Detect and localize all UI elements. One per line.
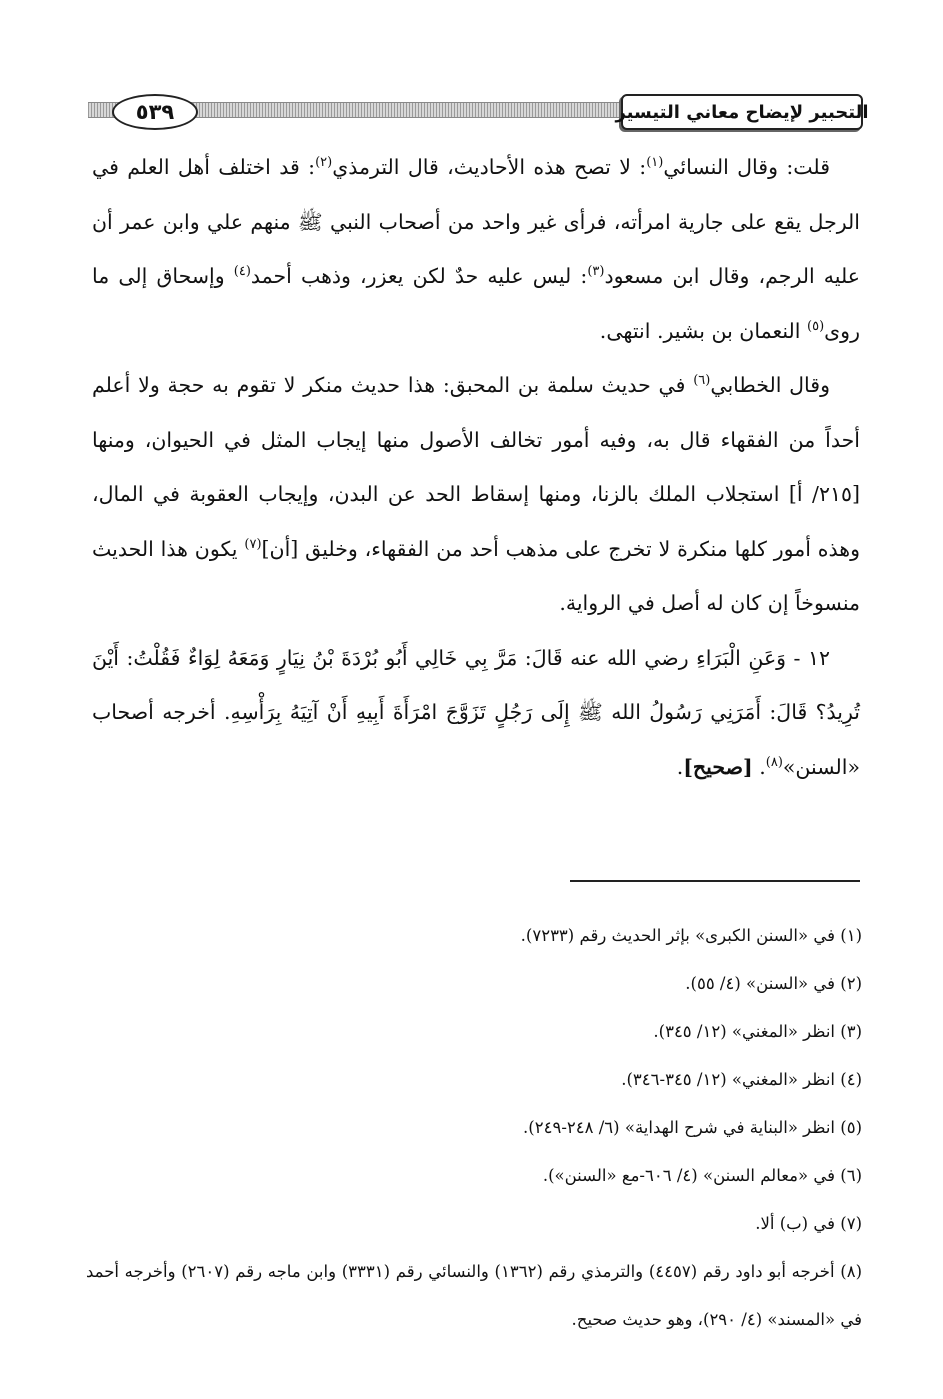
footnote-ref-8[interactable]: (٨) bbox=[765, 754, 783, 770]
footnote-4: (٤) انظر «المغني» (١٢/ ٣٤٥-٣٤٦). bbox=[621, 1070, 862, 1089]
text-segment: . bbox=[676, 754, 684, 779]
footnote-3: (٣) انظر «المغني» (١٢/ ٣٤٥). bbox=[653, 1022, 862, 1041]
paragraph-khattabi bbox=[92, 358, 860, 631]
footnote-6: (٦) في «معالم السنن» (٤/ ٦٠٦-مع «السنن»). bbox=[542, 1166, 862, 1185]
footnote-ref-5[interactable]: (٥) bbox=[807, 318, 825, 334]
hadith-grade: [صحيح] bbox=[683, 754, 753, 779]
text-segment: : ليس عليه حدٌ لكن يعزر، وذهب أحمد bbox=[250, 264, 588, 288]
footnote-ref-3[interactable]: (٣) bbox=[587, 264, 605, 280]
hadith-text: ١٢ - وَعَنِ الْبَرَاءِ رضي الله عنه قَالَ: مَرَّ بِي خَالِي أَبُو بُرْدَةَ بْنُ نِيَارٍ وَمَعَهُ لِوَاءٌ فَقُلْتُ: أَيْنَ تُرِيدُ؟ قَالَ: أَمَرَنِي رَسُولُ الله ﷺ إِلَى رَجُلٍ تَزَوَّجَ امْرَأَةَ أَبِيهِ أَنْ آتِيَهُ بِرَأْسِهِ. أخرجه أصحاب «السنن» bbox=[92, 645, 860, 779]
footnote-1: (١) في «السنن الكبرى» بإثر الحديث رقم (٧٢٣٣). bbox=[520, 926, 862, 945]
footnote-2: (٢) في «السنن» (٤/ ٥٥). bbox=[685, 974, 862, 993]
text-segment: النعمان بن بشير. انتهى. bbox=[599, 318, 807, 343]
main-text bbox=[92, 140, 860, 794]
text-segment: : قد اختلف أهل العلم في الرجل يقع على جارية امرأته، فرأى غير واحد من أصحاب النبي ﷺ منهم علي وابن عمر أن عليه الرجم، وقال ابن مسعود bbox=[92, 155, 860, 288]
book-title: التحبير لإيضاح معاني التيسير bbox=[621, 94, 863, 130]
text-segment: وإسحاق إلى ما روى bbox=[92, 264, 860, 343]
footnote-ref-1[interactable]: (١) bbox=[646, 155, 664, 171]
footnote-8: (٨) أخرجه أبو داود رقم (٤٤٥٧) والترمذي رقم (١٣٦٢) والنسائي رقم (٣٣٣١) وابن ماجه رقم (٢٦٠٧) وأخرجه أحمد في «المسند» (٤/ ٢٩٠)، وهو حديث صحيح. bbox=[86, 1262, 862, 1329]
text-segment: . bbox=[752, 754, 766, 779]
text-segment: وقال الخطابي bbox=[710, 373, 831, 397]
footnote-5: (٥) انظر «البناية في شرح الهداية» (٦/ ٢٤٨-٢٤٩). bbox=[523, 1118, 862, 1137]
hadith-12 bbox=[92, 631, 860, 795]
text-segment: في حديث سلمة بن المحبق: هذا حديث منكر لا تقوم به حجة ولا أعلم أحداً من الفقهاء قال به، وفيه أمور تخالف الأصول منها إيجاب المثل في الحيوان، ومنها [٢١٥/ أ] استجلاب الملك بالزنا، ومنها إسقاط الحد عن البدن، وإيجاب العقوبة في المال، وهذه أمور كلها منكرة لا تخرج على مذهب أحد من الفقهاء، وخليق [أن] bbox=[92, 373, 860, 561]
footnote-ref-7[interactable]: (٧) bbox=[244, 536, 262, 552]
footnote-7: (٧) في (ب) ألا. bbox=[755, 1214, 862, 1233]
footnote-ref-6[interactable]: (٦) bbox=[693, 373, 711, 389]
footnote-separator bbox=[570, 880, 860, 882]
page-header bbox=[88, 90, 869, 140]
text-segment: يكون هذا الحديث منسوخاً إن كان له أصل في الرواية. bbox=[92, 536, 860, 615]
text-segment: : لا تصح هذه الأحاديث، قال الترمذي bbox=[332, 155, 647, 179]
footnote-ref-2[interactable]: (٢) bbox=[315, 155, 333, 171]
paragraph-nasai-tirmidhi bbox=[92, 140, 860, 358]
footnote-ref-4[interactable]: (٤) bbox=[233, 264, 251, 280]
page-number: ٥٣٩ bbox=[112, 94, 198, 130]
text-segment: قلت: وقال النسائي bbox=[663, 155, 830, 179]
footnotes-list bbox=[86, 912, 862, 1344]
